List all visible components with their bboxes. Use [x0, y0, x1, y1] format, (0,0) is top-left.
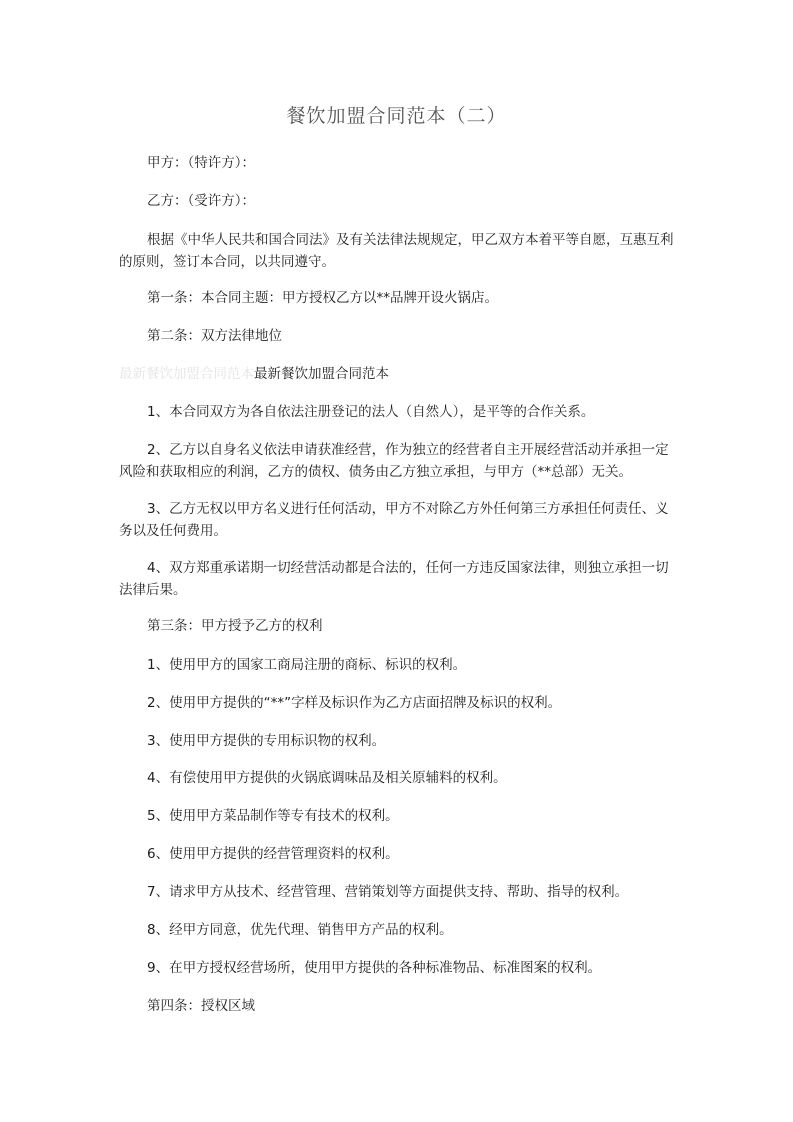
preamble-paragraph: 根据《中华人民共和国合同法》及有关法律法规规定，甲乙双方本着平等自愿，互惠互利的原则，签订本合同，以共同遵守。	[119, 232, 674, 270]
article-3-item-5: 5、使用甲方菜品制作等专有技术的权利。	[147, 808, 399, 824]
article-4-heading: 第四条：授权区域	[147, 998, 255, 1014]
article-3-item-7: 7、请求甲方从技术、经营管理、营销策划等方面提供支持、帮助、指导的权利。	[147, 884, 629, 900]
party-a-line: 甲方：（特许方）：	[147, 155, 255, 171]
article-3-heading: 第三条：甲方授予乙方的权利	[147, 618, 323, 634]
article-3-item-4: 4、有偿使用甲方提供的火锅底调味品及相关原辅料的权利。	[147, 770, 507, 786]
article-2-item-3: 3、乙方无权以甲方名义进行任何活动，甲方不对除乙方外任何第三方承担任何责任、义务以及任何费用。	[119, 501, 669, 539]
article-3-item-6: 6、使用甲方提供的经营管理资料的权利。	[147, 846, 399, 862]
article-2-heading: 第二条：双方法律地位	[147, 328, 282, 344]
article-3-item-3: 3、使用甲方提供的专用标识物的权利。	[147, 733, 386, 749]
article-3-item-2: 2、使用甲方提供的“**”字样及标识作为乙方店面招牌及标识的权利。	[147, 695, 562, 711]
party-b-line: 乙方：（受许方）：	[147, 193, 255, 209]
article-3-item-9: 9、在甲方授权经营场所，使用甲方提供的各种标准物品、标准图案的权利。	[147, 960, 602, 976]
article-1: 第一条：本合同主题：甲方授权乙方以**品牌开设火锅店。	[147, 290, 498, 306]
article-2-item-2: 2、乙方以自身名义依法申请获准经营，作为独立的经营者自主开展经营活动并承担一定风险和获取相应的利润，乙方的债权、债务由乙方独立承担，与甲方（**总部）无关。	[119, 442, 669, 480]
article-3-item-1: 1、使用甲方的国家工商局注册的商标、标识的权利。	[147, 657, 467, 673]
watermark-subtitle-line	[119, 363, 389, 385]
document-title: 餐饮加盟合同范本（二）	[286, 105, 507, 127]
article-3-item-8: 8、经甲方同意，优先代理、销售甲方产品的权利。	[147, 922, 453, 938]
watermark-text: 最新餐饮加盟合同范本	[119, 366, 254, 382]
article-2-item-4: 4、双方郑重承诺期一切经营活动都是合法的，任何一方违反国家法律，则独立承担一切法律后果。	[119, 560, 669, 598]
section-subtitle: 最新餐饮加盟合同范本	[254, 366, 389, 382]
article-2-item-1: 1、本合同双方为各自依法注册登记的法人（自然人），是平等的合作关系。	[147, 404, 595, 420]
